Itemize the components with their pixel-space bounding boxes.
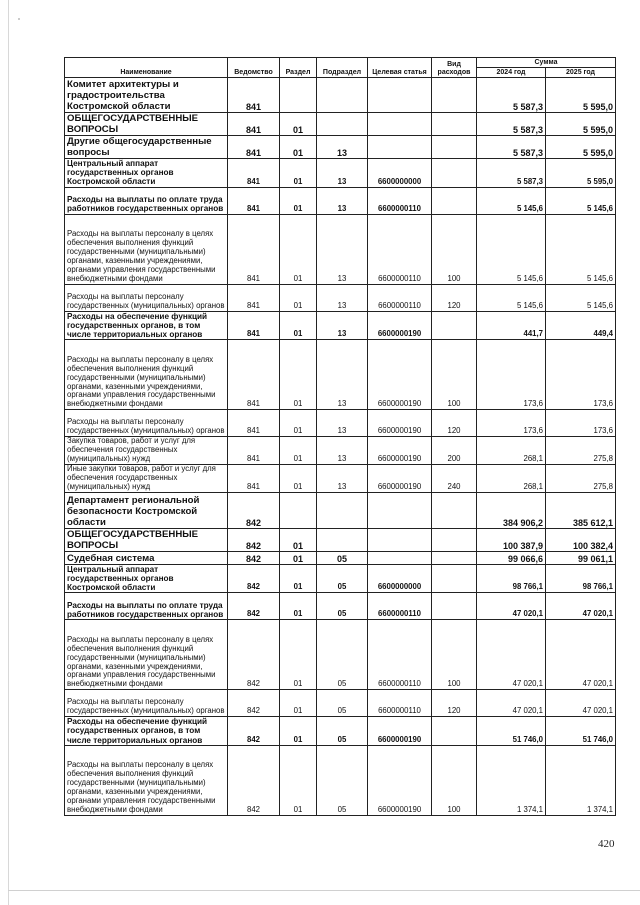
row-section: 01 bbox=[280, 159, 317, 188]
row-expense bbox=[432, 528, 477, 551]
row-amount-2024: 268,1 bbox=[477, 437, 546, 465]
row-target: 6600000190 bbox=[368, 410, 432, 437]
row-expense: 120 bbox=[432, 690, 477, 717]
table-row bbox=[65, 620, 616, 690]
row-section bbox=[280, 492, 317, 528]
row-dept: 841 bbox=[228, 284, 280, 311]
budget-table bbox=[64, 57, 616, 816]
row-expense bbox=[432, 717, 477, 746]
row-amount-2025: 275,8 bbox=[546, 437, 616, 465]
row-target: 6600000190 bbox=[368, 311, 432, 340]
row-name: Расходы на выплаты персоналу в целях обеспечения выполнения функций государственными (муниципальными) органами, казенными учреждениями, органами управления государственными внебюджетными фондами bbox=[65, 340, 228, 410]
scan-speck bbox=[18, 18, 20, 20]
row-dept: 842 bbox=[228, 690, 280, 717]
row-subsection bbox=[317, 492, 368, 528]
table-row bbox=[65, 410, 616, 437]
row-expense bbox=[432, 564, 477, 593]
row-amount-2024: 173,6 bbox=[477, 340, 546, 410]
row-dept: 842 bbox=[228, 551, 280, 564]
row-subsection: 13 bbox=[317, 284, 368, 311]
row-name: Другие общегосударственные вопросы bbox=[65, 136, 228, 159]
header-year-2024: 2024 год bbox=[477, 68, 546, 78]
row-section: 01 bbox=[280, 311, 317, 340]
row-amount-2025: 275,8 bbox=[546, 464, 616, 492]
row-section: 01 bbox=[280, 136, 317, 159]
row-dept: 842 bbox=[228, 528, 280, 551]
table-row bbox=[65, 78, 616, 113]
table-row bbox=[65, 136, 616, 159]
row-amount-2025: 173,6 bbox=[546, 340, 616, 410]
row-amount-2024: 384 906,2 bbox=[477, 492, 546, 528]
row-subsection: 05 bbox=[317, 745, 368, 815]
row-target: 6600000000 bbox=[368, 564, 432, 593]
row-section: 01 bbox=[280, 340, 317, 410]
row-target bbox=[368, 113, 432, 136]
row-subsection: 05 bbox=[317, 564, 368, 593]
row-subsection: 13 bbox=[317, 464, 368, 492]
table-row bbox=[65, 340, 616, 410]
row-expense: 100 bbox=[432, 620, 477, 690]
row-amount-2025: 99 061,1 bbox=[546, 551, 616, 564]
row-amount-2025: 5 145,6 bbox=[546, 284, 616, 311]
row-expense: 120 bbox=[432, 410, 477, 437]
row-amount-2024: 5 587,3 bbox=[477, 113, 546, 136]
row-target: 6600000190 bbox=[368, 464, 432, 492]
row-section: 01 bbox=[280, 187, 317, 214]
row-dept: 842 bbox=[228, 593, 280, 620]
row-amount-2024: 47 020,1 bbox=[477, 690, 546, 717]
row-expense bbox=[432, 311, 477, 340]
page-number: 420 bbox=[598, 838, 615, 850]
row-amount-2025: 47 020,1 bbox=[546, 620, 616, 690]
row-name: Расходы на выплаты персоналу государственных (муниципальных) органов bbox=[65, 690, 228, 717]
row-name: Расходы на обеспечение функций государственных органов, в том числе территориальных органов bbox=[65, 717, 228, 746]
row-target: 6600000110 bbox=[368, 284, 432, 311]
table-header bbox=[65, 58, 616, 78]
row-target bbox=[368, 528, 432, 551]
table-row bbox=[65, 113, 616, 136]
row-target: 6600000110 bbox=[368, 620, 432, 690]
header-subsection: Подраздел bbox=[317, 58, 368, 78]
row-section: 01 bbox=[280, 437, 317, 465]
table-row bbox=[65, 464, 616, 492]
table-row bbox=[65, 437, 616, 465]
row-expense: 100 bbox=[432, 745, 477, 815]
row-amount-2025: 173,6 bbox=[546, 410, 616, 437]
header-year-2025: 2025 год bbox=[546, 68, 616, 78]
row-amount-2024: 5 587,3 bbox=[477, 159, 546, 188]
row-amount-2024: 1 374,1 bbox=[477, 745, 546, 815]
row-amount-2025: 5 145,6 bbox=[546, 187, 616, 214]
row-subsection: 05 bbox=[317, 690, 368, 717]
row-section: 01 bbox=[280, 113, 317, 136]
header-section: Раздел bbox=[280, 58, 317, 78]
row-amount-2024: 5 145,6 bbox=[477, 187, 546, 214]
row-section: 01 bbox=[280, 717, 317, 746]
row-expense bbox=[432, 492, 477, 528]
row-target bbox=[368, 492, 432, 528]
row-expense: 240 bbox=[432, 464, 477, 492]
row-target: 6600000110 bbox=[368, 214, 432, 284]
row-name: Расходы на выплаты по оплате труда работников государственных органов bbox=[65, 593, 228, 620]
row-section: 01 bbox=[280, 551, 317, 564]
row-dept: 842 bbox=[228, 717, 280, 746]
row-section: 01 bbox=[280, 464, 317, 492]
row-amount-2024: 47 020,1 bbox=[477, 593, 546, 620]
row-expense bbox=[432, 159, 477, 188]
row-expense: 120 bbox=[432, 284, 477, 311]
table-row bbox=[65, 159, 616, 188]
row-subsection: 13 bbox=[317, 136, 368, 159]
scan-bottom-edge bbox=[8, 890, 640, 891]
row-dept: 841 bbox=[228, 464, 280, 492]
row-subsection: 13 bbox=[317, 187, 368, 214]
scan-left-edge bbox=[8, 0, 9, 905]
table-row bbox=[65, 564, 616, 593]
row-amount-2025: 5 595,0 bbox=[546, 78, 616, 113]
table-row bbox=[65, 745, 616, 815]
row-amount-2024: 5 145,6 bbox=[477, 284, 546, 311]
row-expense bbox=[432, 593, 477, 620]
row-name: Расходы на обеспечение функций государственных органов, в том числе территориальных органов bbox=[65, 311, 228, 340]
row-target: 6600000190 bbox=[368, 717, 432, 746]
table-row bbox=[65, 214, 616, 284]
row-section: 01 bbox=[280, 690, 317, 717]
row-expense: 100 bbox=[432, 214, 477, 284]
row-name: Расходы на выплаты персоналу государственных (муниципальных) органов bbox=[65, 284, 228, 311]
row-subsection: 13 bbox=[317, 340, 368, 410]
row-section: 01 bbox=[280, 745, 317, 815]
row-name: Расходы на выплаты персоналу государственных (муниципальных) органов bbox=[65, 410, 228, 437]
row-target bbox=[368, 78, 432, 113]
row-subsection: 05 bbox=[317, 551, 368, 564]
row-section: 01 bbox=[280, 564, 317, 593]
row-section: 01 bbox=[280, 284, 317, 311]
row-dept: 841 bbox=[228, 340, 280, 410]
row-target: 6600000110 bbox=[368, 187, 432, 214]
row-name: Расходы на выплаты персоналу в целях обеспечения выполнения функций государственными (муниципальными) органами, казенными учреждениями, органами управления государственными внебюджетными фондами bbox=[65, 620, 228, 690]
row-amount-2024: 5 587,3 bbox=[477, 136, 546, 159]
row-expense bbox=[432, 187, 477, 214]
table-body bbox=[65, 78, 616, 816]
row-subsection bbox=[317, 78, 368, 113]
header-amount: Сумма bbox=[477, 58, 616, 68]
header-dept: Ведомство bbox=[228, 58, 280, 78]
row-subsection: 13 bbox=[317, 410, 368, 437]
row-subsection bbox=[317, 528, 368, 551]
row-target bbox=[368, 551, 432, 564]
table-row bbox=[65, 187, 616, 214]
row-target: 6600000190 bbox=[368, 340, 432, 410]
row-subsection: 13 bbox=[317, 214, 368, 284]
table-row bbox=[65, 492, 616, 528]
row-amount-2025: 47 020,1 bbox=[546, 690, 616, 717]
row-amount-2024: 173,6 bbox=[477, 410, 546, 437]
row-amount-2025: 385 612,1 bbox=[546, 492, 616, 528]
row-section bbox=[280, 78, 317, 113]
row-subsection: 13 bbox=[317, 159, 368, 188]
row-name: Комитет архитектуры и градостроительства Костромской области bbox=[65, 78, 228, 113]
row-dept: 841 bbox=[228, 410, 280, 437]
row-amount-2025: 1 374,1 bbox=[546, 745, 616, 815]
row-dept: 841 bbox=[228, 187, 280, 214]
row-name: ОБЩЕГОСУДАРСТВЕННЫЕ ВОПРОСЫ bbox=[65, 113, 228, 136]
row-amount-2025: 98 766,1 bbox=[546, 564, 616, 593]
table-row bbox=[65, 551, 616, 564]
row-expense bbox=[432, 136, 477, 159]
row-name: Расходы на выплаты по оплате труда работников государственных органов bbox=[65, 187, 228, 214]
row-name: ОБЩЕГОСУДАРСТВЕННЫЕ ВОПРОСЫ bbox=[65, 528, 228, 551]
row-section: 01 bbox=[280, 528, 317, 551]
row-amount-2025: 5 595,0 bbox=[546, 113, 616, 136]
row-subsection: 13 bbox=[317, 311, 368, 340]
row-dept: 841 bbox=[228, 113, 280, 136]
row-expense bbox=[432, 113, 477, 136]
row-subsection bbox=[317, 113, 368, 136]
row-amount-2025: 5 595,0 bbox=[546, 136, 616, 159]
table-row bbox=[65, 528, 616, 551]
row-amount-2024: 51 746,0 bbox=[477, 717, 546, 746]
row-dept: 842 bbox=[228, 564, 280, 593]
row-name: Закупка товаров, работ и услуг для обеспечения государственных (муниципальных) нужд bbox=[65, 437, 228, 465]
row-subsection: 05 bbox=[317, 593, 368, 620]
row-dept: 841 bbox=[228, 136, 280, 159]
row-amount-2024: 98 766,1 bbox=[477, 564, 546, 593]
row-dept: 841 bbox=[228, 214, 280, 284]
row-section: 01 bbox=[280, 593, 317, 620]
row-dept: 841 bbox=[228, 159, 280, 188]
row-expense: 100 bbox=[432, 340, 477, 410]
row-target: 6600000110 bbox=[368, 690, 432, 717]
row-name: Судебная система bbox=[65, 551, 228, 564]
row-expense bbox=[432, 78, 477, 113]
row-name: Расходы на выплаты персоналу в целях обеспечения выполнения функций государственными (муниципальными) органами, казенными учреждениями, органами управления государственными внебюджетными фондами bbox=[65, 214, 228, 284]
row-amount-2024: 5 587,3 bbox=[477, 78, 546, 113]
header-target: Целевая статья bbox=[368, 58, 432, 78]
row-dept: 841 bbox=[228, 437, 280, 465]
table-row bbox=[65, 690, 616, 717]
row-dept: 841 bbox=[228, 311, 280, 340]
table-row bbox=[65, 284, 616, 311]
row-dept: 842 bbox=[228, 492, 280, 528]
table-row bbox=[65, 717, 616, 746]
row-name: Иные закупки товаров, работ и услуг для обеспечения государственных (муниципальных) нужд bbox=[65, 464, 228, 492]
row-amount-2025: 47 020,1 bbox=[546, 593, 616, 620]
row-amount-2025: 449,4 bbox=[546, 311, 616, 340]
row-amount-2024: 47 020,1 bbox=[477, 620, 546, 690]
row-section: 01 bbox=[280, 410, 317, 437]
row-expense bbox=[432, 551, 477, 564]
table-row bbox=[65, 311, 616, 340]
row-name: Расходы на выплаты персоналу в целях обеспечения выполнения функций государственными (муниципальными) органами, казенными учреждениями, органами управления государственными внебюджетными фондами bbox=[65, 745, 228, 815]
row-dept: 841 bbox=[228, 78, 280, 113]
row-dept: 842 bbox=[228, 745, 280, 815]
row-amount-2024: 268,1 bbox=[477, 464, 546, 492]
row-amount-2025: 5 595,0 bbox=[546, 159, 616, 188]
header-expense: Вид расходов bbox=[432, 58, 477, 78]
row-target: 6600000110 bbox=[368, 593, 432, 620]
row-subsection: 05 bbox=[317, 620, 368, 690]
row-target bbox=[368, 136, 432, 159]
row-target: 6600000190 bbox=[368, 745, 432, 815]
row-name: Центральный аппарат государственных органов Костромской области bbox=[65, 564, 228, 593]
row-dept: 842 bbox=[228, 620, 280, 690]
row-name: Департамент региональной безопасности Костромской области bbox=[65, 492, 228, 528]
row-amount-2025: 51 746,0 bbox=[546, 717, 616, 746]
row-amount-2024: 99 066,6 bbox=[477, 551, 546, 564]
table-row bbox=[65, 593, 616, 620]
row-name: Центральный аппарат государственных органов Костромской области bbox=[65, 159, 228, 188]
header-name: Наименование bbox=[65, 58, 228, 78]
row-amount-2024: 441,7 bbox=[477, 311, 546, 340]
row-amount-2024: 5 145,6 bbox=[477, 214, 546, 284]
row-subsection: 13 bbox=[317, 437, 368, 465]
row-target: 6600000000 bbox=[368, 159, 432, 188]
row-expense: 200 bbox=[432, 437, 477, 465]
row-target: 6600000190 bbox=[368, 437, 432, 465]
row-amount-2025: 100 382,4 bbox=[546, 528, 616, 551]
row-amount-2024: 100 387,9 bbox=[477, 528, 546, 551]
row-section: 01 bbox=[280, 620, 317, 690]
row-section: 01 bbox=[280, 214, 317, 284]
row-amount-2025: 5 145,6 bbox=[546, 214, 616, 284]
row-subsection: 05 bbox=[317, 717, 368, 746]
